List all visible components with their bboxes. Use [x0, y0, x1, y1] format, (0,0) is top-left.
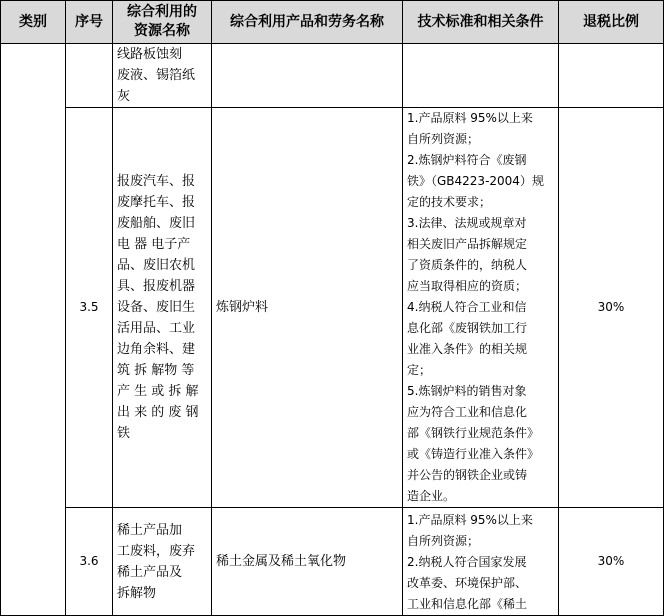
- rate-cell: 30%: [559, 508, 664, 616]
- header-standard: 技术标准和相关条件: [403, 1, 559, 44]
- product-cell: 炼钢炉料: [212, 108, 403, 508]
- product-cell: [212, 44, 403, 108]
- rate-cell: 30%: [559, 108, 664, 508]
- resource-cell: 线路板蚀刻 废液、锡箔纸 灰: [113, 44, 212, 108]
- rate-cell: [559, 44, 664, 108]
- standard-cell: [403, 44, 559, 108]
- table-row: [1, 44, 664, 108]
- seq-cell: [66, 44, 113, 108]
- table-row: [1, 508, 664, 616]
- seq-cell: 3.5: [66, 108, 113, 508]
- header-rate: 退税比例: [559, 1, 664, 44]
- standard-cell: 1.产品原料 95%以上来 自所列资源； 2.纳税人符合国家发展 改革委、环境保护部、 工业和信息化部《稀土: [403, 508, 559, 616]
- product-cell: 稀土金属及稀土氧化物: [212, 508, 403, 616]
- resource-cell: 稀土产品加 工废料，废弃 稀土产品及 拆解物: [113, 508, 212, 616]
- header-resource: 综合利用的 资源名称: [113, 1, 212, 44]
- seq-cell: 3.6: [66, 508, 113, 616]
- table-row: [1, 108, 664, 508]
- header-row: [1, 1, 664, 44]
- category-cell: [1, 44, 66, 616]
- header-seq: 序号: [66, 1, 113, 44]
- header-product: 综合利用产品和劳务名称: [212, 1, 403, 44]
- resource-cell: 报废汽车、报 废摩托车、报 废船舶、废旧 电 器 电子产 品、废旧农机 具、报废机器 设备、废旧生 活用品、工业 边角余料、建 筑 拆 解物 等 产 生 或 拆 解 出 来 的 废 钢 铁: [113, 108, 212, 508]
- standard-cell: 1.产品原料 95%以上来 自所列资源； 2.炼钢炉料符合《废钢 铁》（GB4223-2004）规 定的技术要求； 3.法律、法规或规章对 相关废旧产品拆解规定 了资质条件的，纳税人 应当取得相应的资质； 4.纳税人符合工业和信 息化部《废钢铁加工行 业准入条件》的相关规 定； 5.炼钢炉料的销售对象 应为符合工业和信息化 部《钢铁行业规范条件》 或《铸造行业准入条件》 并公告的钢铁企业或铸 造企业。: [403, 108, 559, 508]
- header-category: 类别: [1, 1, 66, 44]
